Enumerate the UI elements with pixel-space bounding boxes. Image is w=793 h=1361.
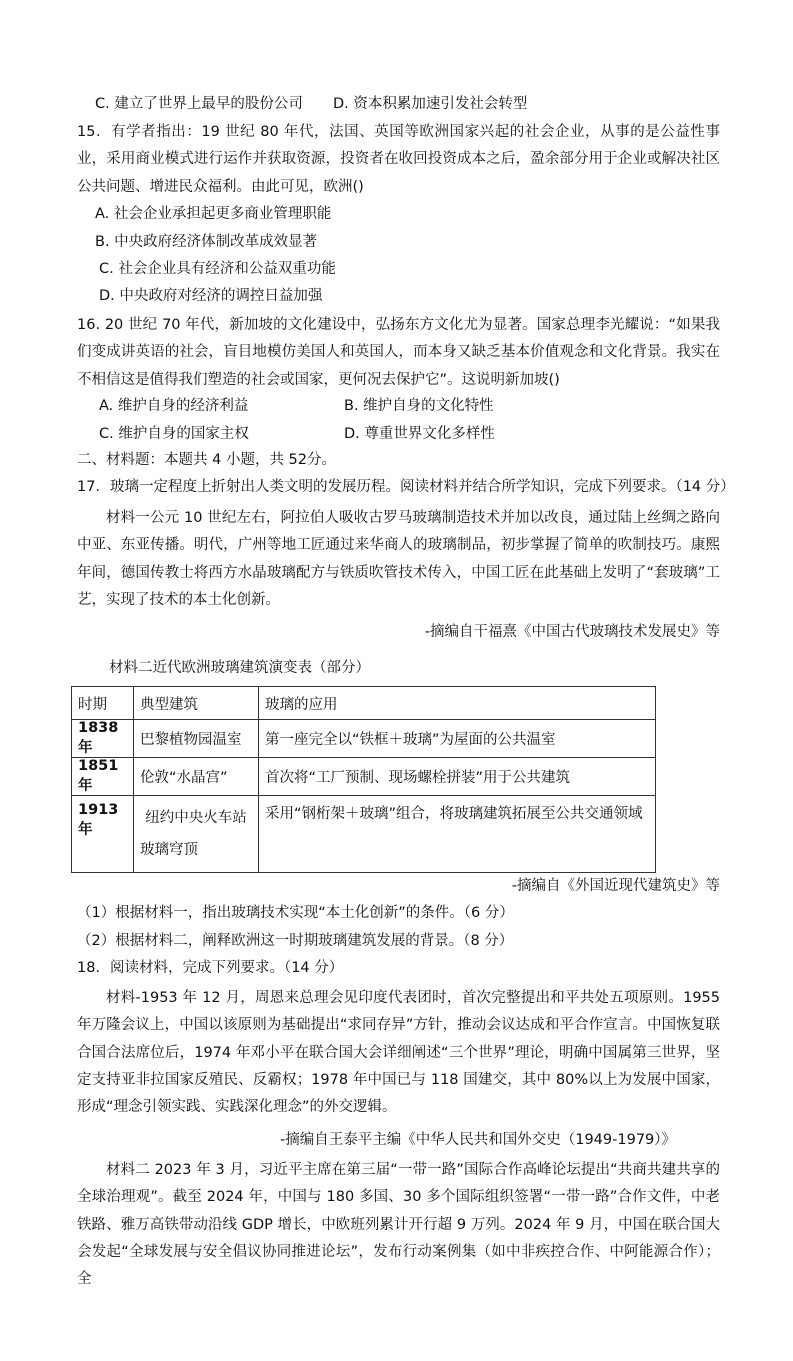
table-cell-use: 首次将“工厂预制、现场螺栓拼装”用于公共建筑 [259, 758, 656, 796]
q15-option-d: D. 中央政府对经济的调控日益加强 [99, 288, 323, 304]
table-header-building: 典型建筑 [134, 687, 259, 720]
table-cell-building: 伦敦“水晶宫” [134, 758, 259, 796]
q17-stem: 17．玻璃一定程度上折射出人类文明的发展历程。阅读材料并结合所学知识，完成下列要求。（14 分） [77, 479, 735, 495]
q16-option-a: A. 维护自身的经济利益 [99, 398, 249, 414]
table-cell-building: 巴黎植物园温室 [134, 720, 259, 758]
q17-material-1: 材料一公元 10 世纪左右，阿拉伯人吸收古罗马玻璃制造技术并加以改良，通过陆上丝绸之路向中亚、东亚传播。明代，广州等地工匠通过来华商人的玻璃制品，初步掌握了简单的吹制技巧。康熙年间，德国传教士将西方水晶玻璃配方与铁质吹管技术传入，中国工匠在此基础上发明了“套玻璃”工艺，实现了技术的本土化创新。 [77, 510, 720, 608]
table-cell-use: 采用“钢桁架＋玻璃”组合，将玻璃建筑拓展至公共交通领域 [259, 796, 656, 873]
q15-option-b: B. 中央政府经济体制改革成效显著 [95, 234, 318, 250]
q17-material-2-source: -摘编自《外国近现代建筑史》等 [511, 878, 720, 894]
q16-option-b: B. 维护自身的文化特性 [344, 398, 494, 414]
glass-architecture-table [71, 686, 656, 873]
table-cell-building-line-1: 纽约中央火车站 [145, 810, 247, 826]
section-heading: 二、材料题：本题共 4 小题，共 52分。 [77, 452, 337, 468]
q18-material-1: 材料-1953 年 12 月，周恩来总理会见印度代表团时，首次完整提出和平共处五项原则。1955 年万隆会议上，中国以该原则为基础提出“求同存异”方针，推动会议达成和平合作宣言。中国恢复联合国合法席位后，1974 年邓小平在联合国大会详细阐述“三个世界”理论，明确中国属第三世界，坚定支持亚非拉国家反殖民、反霸权；1978 年中国已与 118 国建交，其中 80%以上为发展中国家，形成“理念引领实践、实践深化理念”的外交逻辑。 [77, 990, 720, 1116]
table-row [72, 758, 656, 796]
table-header-row [72, 687, 656, 720]
table-row [72, 720, 656, 758]
table-header-period: 时期 [72, 687, 134, 720]
table-cell-period: 1838 年 [72, 720, 134, 758]
q15-stem: 15．有学者指出：19 世纪 80 年代，法国、英国等欧洲国家兴起的社会企业，从事的是公益性事业，采用商业模式进行运作并获取资源，投资者在收回投资成本之后，盈余部分用于企业或解决社区公共问题、增进民众福利。由此可见，欧洲() [77, 124, 720, 195]
q16-option-c: C. 维护自身的国家主权 [99, 426, 249, 442]
q17-material-1-source: -摘编自干福熹《中国古代玻璃技术发展史》等 [424, 624, 720, 640]
q16-option-d: D. 尊重世界文化多样性 [344, 426, 495, 442]
table-row [72, 796, 656, 873]
q17-subquestion-2: （2）根据材料二，阐释欧洲这一时期玻璃建筑发展的背景。（8 分） [77, 933, 514, 949]
q16-stem: 16. 20 世纪 70 年代，新加坡的文化建设中，弘扬东方文化尤为显著。国家总理李光耀说：“如果我们变成讲英语的社会，盲目地模仿美国人和英国人，而本身又缺乏基本价值观念和文化背景。我实在不相信这是值得我们塑造的社会或国家，更何况去保护它”。这说明新加坡() [77, 317, 720, 388]
table-cell-building-line-2: 玻璃穹顶 [140, 842, 198, 858]
q18-stem: 18．阅读材料，完成下列要求。（14 分） [77, 960, 344, 976]
table-cell-period: 1913 年 [72, 796, 134, 873]
q14-option-c: C. 建立了世界上最早的股份公司 [95, 96, 303, 112]
q18-material-1-source: -摘编自王泰平主编《中华人民共和国外交史（1949-1979）》 [280, 1132, 677, 1148]
q17-material-2-title: 材料二近代欧洲玻璃建筑演变表（部分） [109, 660, 370, 676]
table-cell-building [134, 796, 259, 873]
q18-material-2: 材料二 2023 年 3 月，习近平主席在第三届“一带一路”国际合作高峰论坛提出“共商共建共享的全球治理观”。截至 2024 年，中国与 180 多国、30 多个国际组织签署“一带一路”合作文件，中老铁路、雅万高铁带动沿线 GDP 增长，中欧班列累计开行超 9 万列。2024 年 9 月，中国在联合国大会发起“全球发展与安全倡议协同推进论坛”，发布行动案例集（如中非疾控合作、中阿能源合作）；全 [77, 1162, 720, 1288]
table-header-use: 玻璃的应用 [259, 687, 656, 720]
q15-option-a: A. 社会企业承担起更多商业管理职能 [95, 206, 332, 222]
q14-option-d: D. 资本积累加速引发社会转型 [333, 96, 528, 112]
q17-subquestion-1: （1）根据材料一，指出玻璃技术实现“本土化创新”的条件。（6 分） [77, 905, 514, 921]
q15-option-c: C. 社会企业具有经济和公益双重功能 [99, 261, 336, 277]
table-cell-period: 1851 年 [72, 758, 134, 796]
table-cell-use: 第一座完全以“铁框＋玻璃”为屋面的公共温室 [259, 720, 656, 758]
